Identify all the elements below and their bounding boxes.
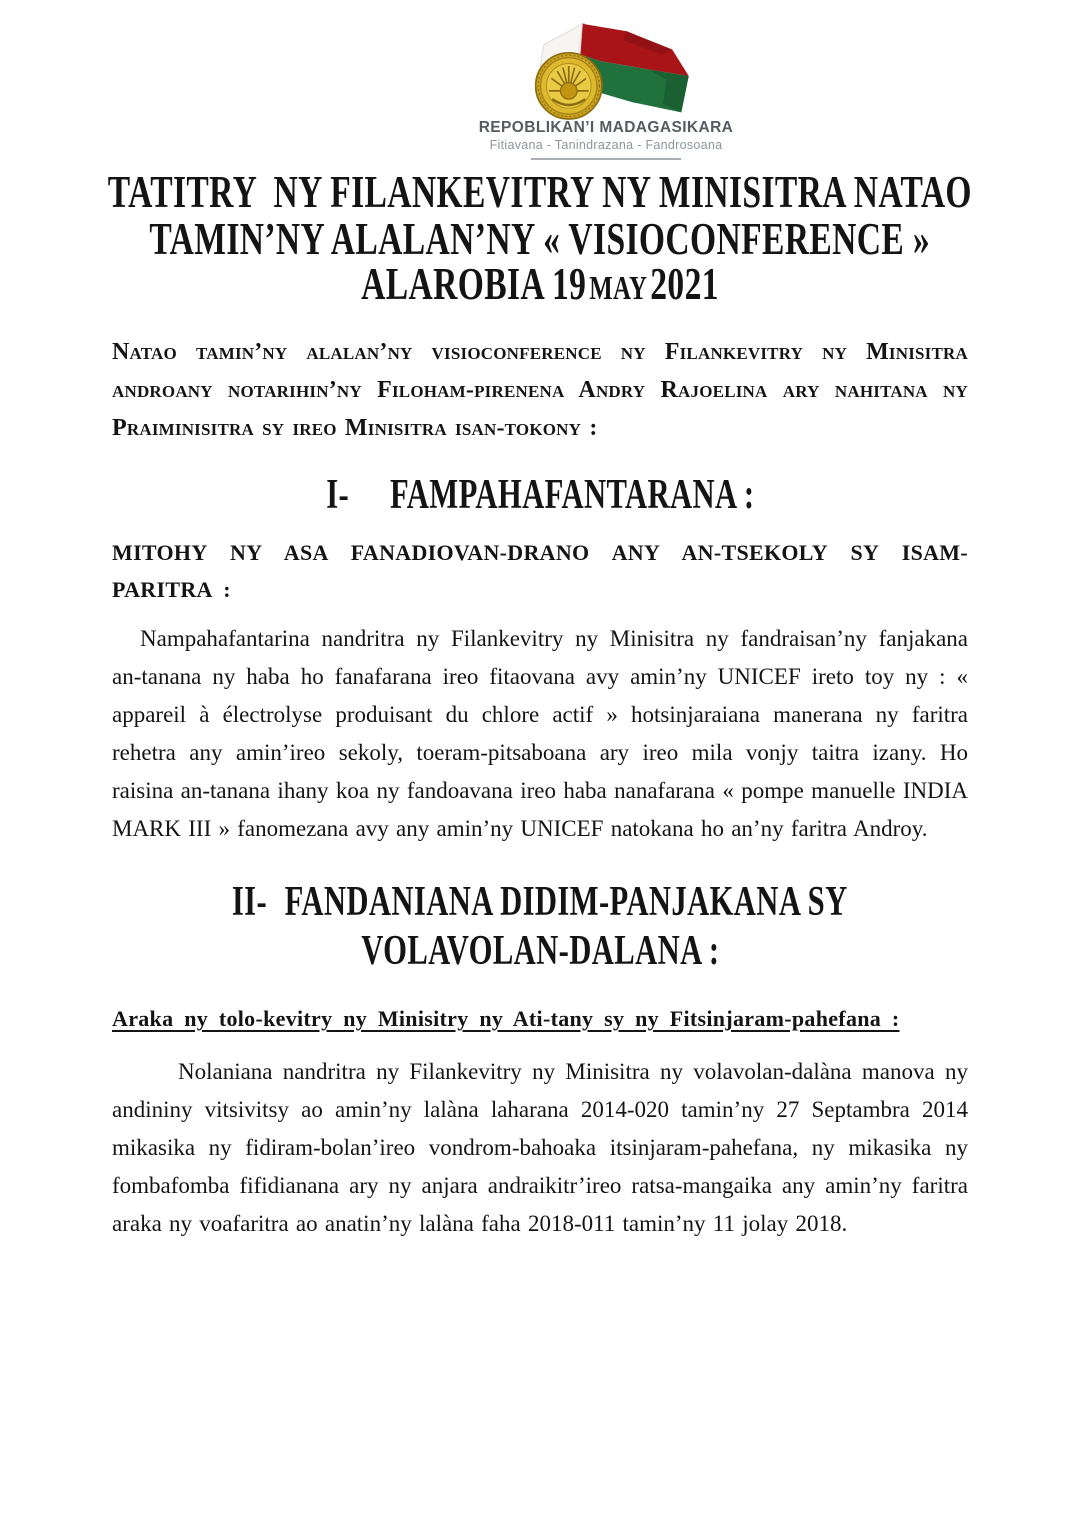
intro-paragraph: Natao tamin’ny alalan’ny visioconference ny Filankevitry ny Minisitra androany notarihin’ny Filoham-pirenena Andry Rajoelina ary nahitana ny Praiminisitra sy ireo Minisitra isan-tokony : [112, 339, 968, 441]
section2-heading-line-2: VOLAVOLAN-DALANA : [360, 928, 720, 974]
title-line-1: TATITRY NY FILANKEVITRY NY MINISITRA NATAO [107, 166, 973, 217]
section1-numeral: I- [325, 472, 349, 518]
document-title [107, 166, 973, 309]
title-line-3 [361, 257, 719, 312]
section2-subheading: Araka ny tolo-kevitry ny Minisitry ny Ati-tany sy ny Fitsinjaram-pahefana : [112, 1006, 900, 1031]
title-date-year: 2021 [650, 257, 719, 309]
title-date-prefix: ALAROBIA 19 [361, 257, 587, 309]
section2-title-line1: FANDANIANA DIDIM-PANJAKANA SY [284, 879, 848, 925]
section1-title: FAMPAHAFANTARANA : [389, 472, 755, 518]
section1-subheading: MITOHY NY ASA FANADIOVAN-DRANO ANY AN-TSEKOLY SY ISAM-PARITRA : [112, 540, 968, 602]
section2-paragraph: Nolaniana nandritra ny Filankevitry ny Minisitra ny volavolan-dalàna manova ny andininy vitsivitsy ao amin’ny lalàna laharana 2014-020 tamin’ny 27 Septambra 2014 mikasika ny fidiram-bolan’ireo vondrom-bahoaka itsinjaram-pahefana, ny mikasika ny fombafomba fifidianana ary ny anjara andraikitr’ireo ratsa-mangaika any amin’ny faritra araka ny voafaritra ao anatin’ny lalàna faha 2018-011 tamin’ny 11 jolay 2018. [112, 1059, 968, 1236]
national-emblem [479, 0, 734, 160]
emblem-divider-line [531, 158, 681, 160]
title-line-2: TAMIN’NY ALALAN’NY « VISIOCONFERENCE » [149, 213, 931, 264]
seal-sun-disc [560, 83, 577, 100]
emblem-motto: Fitiavana - Tanindrazana - Fandrosoana [489, 138, 723, 152]
section1-heading [112, 471, 968, 520]
emblem-country-name: REPOBLIKAN’I MADAGASIKARA [478, 119, 734, 136]
section1-heading-line [326, 471, 754, 520]
section2-heading [112, 878, 968, 976]
section1-paragraph: Nampahafantarina nandritra ny Filankevitry ny Minisitra ny fandraisan’ny fanjakana an-tanana ny haba ho fanafarana ireo fitaovana avy amin’ny UNICEF ireto toy ny : « appareil à électrolyse produisant du chlore actif » hotsinjaraiana manerana ny faritra rehetra any amin’ireo sekoly, toeram-pitsaboana ary ireo mila vonjy taitra izany. Ho raisina an-tanana ihany koa ny fandoavana ireo haba nanafarana « pompe manuelle INDIA MARK III » fanomezana avy any amin’ny UNICEF natokana ho an’ny faritra Androy. [112, 626, 968, 841]
section2-numeral: II- [232, 879, 268, 925]
madagascar-emblem-graphic [486, 18, 726, 124]
section2-heading-line-1 [232, 878, 848, 927]
title-date-month: MAY [589, 269, 648, 307]
